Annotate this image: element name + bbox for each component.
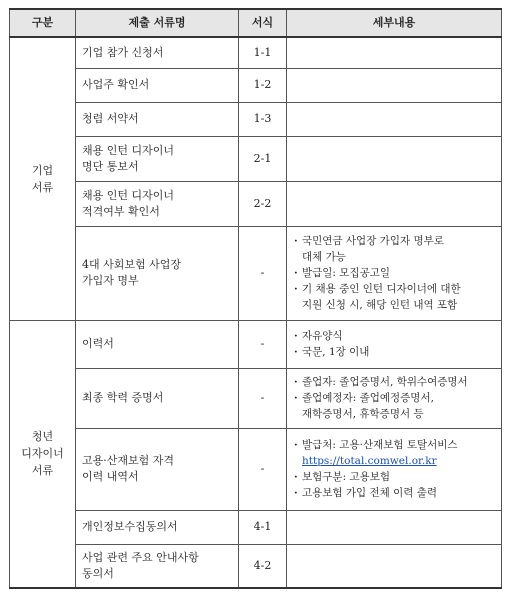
form-code: 2-1: [239, 136, 287, 181]
table-row: [10, 226, 502, 320]
form-code: -: [239, 320, 287, 368]
detail-item: · 졸업예정자: 졸업예정증명서,: [293, 390, 495, 406]
table-header-row: [10, 9, 502, 37]
detail-cell: [287, 428, 502, 510]
detail-item-continued: 대체 가능: [302, 251, 346, 263]
table-row: [10, 181, 502, 226]
document-name: 기업 참가 신청서: [76, 37, 239, 68]
detail-list: [293, 233, 495, 313]
document-name: 사업주 확인서: [76, 68, 239, 102]
table-row: [10, 428, 502, 510]
detail-list: [293, 374, 495, 422]
form-code: 1-1: [239, 37, 287, 68]
detail-cell: [287, 37, 502, 68]
detail-item: · 고용보험 가입 전체 이력 출력: [293, 485, 495, 501]
detail-item: · 자유양식: [293, 328, 495, 344]
table-row: [10, 368, 502, 428]
detail-item-continued: 지원 신청 시, 해당 인턴 내역 포함: [302, 299, 458, 311]
table-row: [10, 320, 502, 368]
detail-item: · 발급처: 고용·산재보험 토탈서비스: [293, 437, 495, 453]
form-code: -: [239, 368, 287, 428]
detail-item: · 국문, 1장 이내: [293, 344, 495, 360]
document-page: [9, 8, 501, 589]
form-code: 1-2: [239, 68, 287, 102]
category-company: 기업 서류: [10, 37, 76, 320]
detail-item: · 발급일: 모집공고일: [293, 265, 495, 281]
document-name: 채용 인턴 디자이너 명단 통보서: [76, 136, 239, 181]
document-name: 채용 인턴 디자이너 적격여부 확인서: [76, 181, 239, 226]
form-code: 2-2: [239, 181, 287, 226]
document-name: 청렴 서약서: [76, 102, 239, 136]
submission-documents-table: [9, 8, 502, 589]
header-form: 서식: [239, 9, 287, 37]
detail-cell: [287, 68, 502, 102]
form-code: -: [239, 428, 287, 510]
form-code: -: [239, 226, 287, 320]
detail-item: · 기 채용 중인 인턴 디자이너에 대한: [293, 281, 495, 297]
document-name: 이력서: [76, 320, 239, 368]
table-row: [10, 136, 502, 181]
table-row: [10, 37, 502, 68]
form-code: 1-3: [239, 102, 287, 136]
detail-item: · 보험구분: 고용보험: [293, 469, 495, 485]
document-name: 고용·산재보험 자격 이력 내역서: [76, 428, 239, 510]
detail-cell: [287, 320, 502, 368]
detail-list: [293, 437, 495, 501]
table-row: [10, 68, 502, 102]
detail-item-continued: 재학증명서, 휴학증명서 등: [302, 408, 424, 420]
header-detail: 세부내용: [287, 9, 502, 37]
category-designer: 청년 디자이너 서류: [10, 320, 76, 588]
form-code: 4-1: [239, 510, 287, 544]
detail-cell: [287, 510, 502, 544]
detail-item: · 졸업자: 졸업증명서, 학위수여증명서: [293, 374, 495, 390]
document-name: 최종 학력 증명서: [76, 368, 239, 428]
document-name: 4대 사회보험 사업장 가입자 명부: [76, 226, 239, 320]
document-name: 개인정보수집동의서: [76, 510, 239, 544]
table-row: [10, 510, 502, 544]
detail-cell: [287, 181, 502, 226]
header-category: 구분: [10, 9, 76, 37]
table-row: [10, 544, 502, 588]
detail-cell: [287, 136, 502, 181]
detail-cell: [287, 226, 502, 320]
detail-item: · 국민연금 사업장 가입자 명부로: [293, 233, 495, 249]
total-service-link[interactable]: https://total.comwel.or.kr: [302, 455, 437, 467]
header-document: 제출 서류명: [76, 9, 239, 37]
detail-list: [293, 328, 495, 360]
detail-cell: [287, 368, 502, 428]
detail-cell: [287, 544, 502, 588]
form-code: 4-2: [239, 544, 287, 588]
table-row: [10, 102, 502, 136]
detail-cell: [287, 102, 502, 136]
document-name: 사업 관련 주요 안내사항 동의서: [76, 544, 239, 588]
